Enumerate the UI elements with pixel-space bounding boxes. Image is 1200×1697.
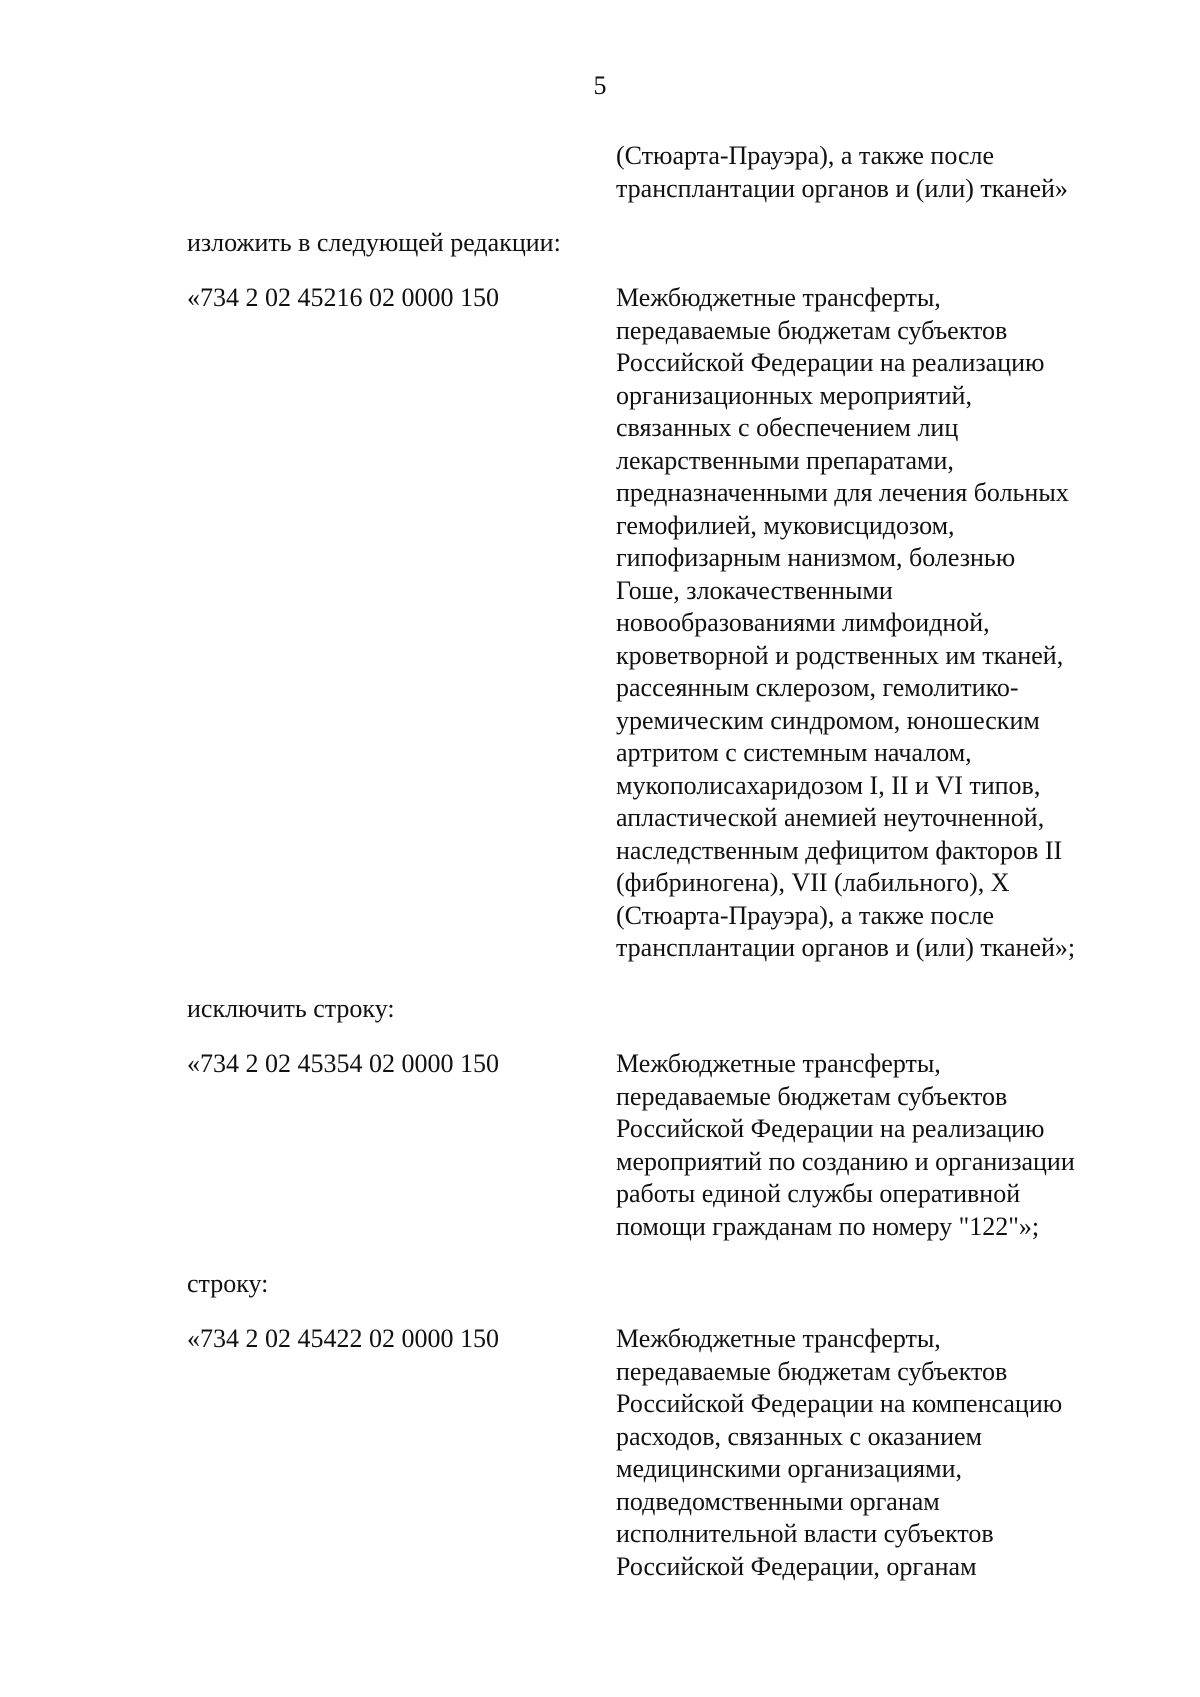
- text-line: Межбюджетные трансферты,: [616, 283, 941, 312]
- entry-description: [616, 282, 1075, 965]
- text-line: мукополисахаридозом I, II и VI типов,: [616, 770, 1041, 800]
- entry-description: [616, 1323, 1062, 1583]
- text-line: связанных с обеспечением лиц: [616, 413, 959, 442]
- text-line: Межбюджетные трансферты,: [616, 1049, 941, 1078]
- text-line: рассеянным склерозом, гемолитико-: [616, 673, 1019, 702]
- text-line: передаваемые бюджетам субъектов: [616, 1356, 1008, 1386]
- text-line: Гоше, злокачественными: [616, 575, 893, 605]
- text-line: мероприятий по созданию и организации: [616, 1146, 1075, 1176]
- instruction-phrase: строку:: [187, 1269, 269, 1298]
- text-line: предназначенными для лечения больных: [616, 478, 1069, 507]
- text-line: апластической анемией неуточненной,: [616, 803, 1045, 832]
- text-line: Российской Федерации на компенсацию: [616, 1389, 1063, 1418]
- text-line: гипофизарным нанизмом, болезнью: [616, 543, 1016, 572]
- page-number: 5: [593, 71, 607, 100]
- budget-code: «734 2 02 45422 02 0000 150: [187, 1324, 499, 1353]
- text-line: Российской Федерации, органам: [616, 1551, 977, 1581]
- budget-code: «734 2 02 45354 02 0000 150: [187, 1049, 499, 1078]
- text-line: артритом с системным началом,: [616, 738, 972, 767]
- text-line: передаваемые бюджетам субъектов: [616, 1081, 1008, 1111]
- text-line: передаваемые бюджетам субъектов: [616, 315, 1008, 345]
- text-line: Межбюджетные трансферты,: [616, 1324, 941, 1353]
- text-line: организационных мероприятий,: [616, 380, 972, 410]
- text-line: (фибриногена), VII (лабильного), X: [616, 868, 1010, 897]
- continuation-description: [616, 140, 1068, 205]
- text-line: новообразованиями лимфоидной,: [616, 608, 990, 637]
- text-line: медицинскими организациями,: [616, 1454, 962, 1483]
- instruction-phrase: изложить в следующей редакции:: [187, 228, 561, 257]
- text-line: лекарственными препаратами,: [616, 445, 954, 475]
- text-line: подведомственными органам: [616, 1486, 940, 1516]
- text-line: (Стюарта-Прауэра), а также после: [616, 900, 995, 930]
- entry-description: [616, 1048, 1075, 1243]
- text-line: работы единой службы оперативной: [616, 1179, 1021, 1208]
- text-line: Российской Федерации на реализацию: [616, 348, 1045, 377]
- text-line: уремическим синдромом, юношеским: [616, 705, 1040, 735]
- text-line: трансплантации органов и (или) тканей»: [616, 173, 1068, 203]
- text-line: (Стюарта-Прауэра), а также после: [616, 141, 995, 170]
- text-line: наследственным дефицитом факторов II: [616, 835, 1063, 865]
- text-line: кроветворной и родственных им тканей,: [616, 640, 1064, 670]
- text-line: Российской Федерации на реализацию: [616, 1114, 1045, 1143]
- budget-code: «734 2 02 45216 02 0000 150: [187, 283, 499, 312]
- text-line: трансплантации органов и (или) тканей»;: [616, 933, 1076, 962]
- text-line: исполнительной власти субъектов: [616, 1519, 994, 1548]
- text-line: расходов, связанных с оказанием: [616, 1421, 982, 1451]
- text-line: помощи гражданам по номеру "122"»;: [616, 1211, 1040, 1241]
- instruction-phrase: исключить строку:: [187, 994, 395, 1023]
- text-line: гемофилией, муковисцидозом,: [616, 510, 955, 540]
